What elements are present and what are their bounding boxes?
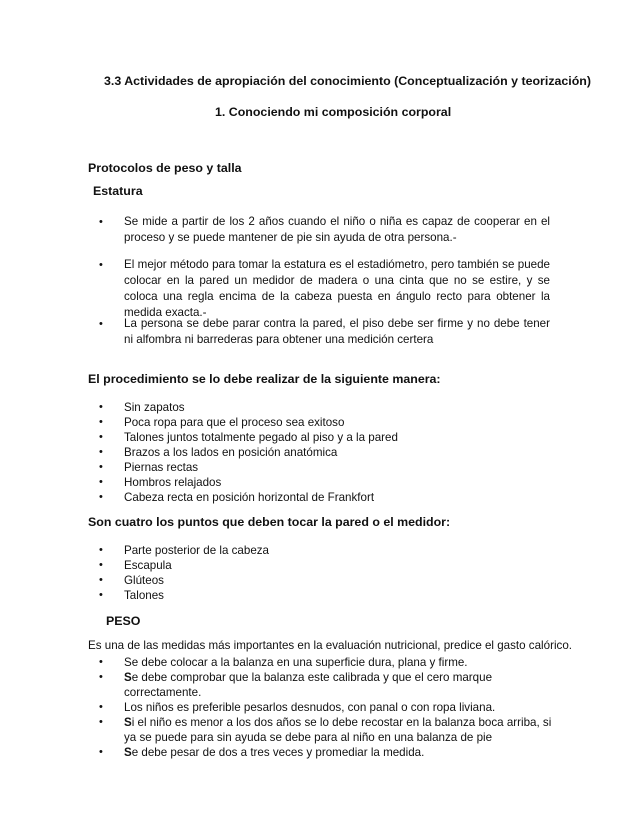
- bullet-icon: •: [99, 446, 103, 458]
- list-item: • Piernas rectas: [99, 461, 199, 474]
- bullet-icon: •: [99, 746, 103, 758]
- bullet-icon: •: [99, 401, 103, 413]
- list-item: • Los niños es preferible pesarlos desnudos, con panal o con ropa liviana.: [99, 701, 496, 714]
- list-item: • Escapula: [99, 559, 172, 572]
- estatura-item: [99, 257, 550, 321]
- peso-list: [99, 655, 556, 760]
- bullet-icon: •: [99, 701, 103, 713]
- estatura-item: [99, 316, 550, 348]
- list-item: • Glúteos: [99, 574, 164, 587]
- bullet-icon: •: [99, 491, 103, 503]
- list-item: • Poca ropa para que el proceso sea exitoso: [99, 416, 345, 429]
- document-title: 3.3 Actividades de apropiación del conocimiento (Conceptualización y teorización): [104, 74, 592, 88]
- bullet-icon: •: [99, 259, 103, 271]
- procedure-list: [99, 400, 554, 505]
- bullet-icon: •: [99, 716, 103, 728]
- points-heading: Son cuatro los puntos que deben tocar la pared o el medidor:: [88, 515, 451, 529]
- bullet-icon: •: [99, 559, 103, 571]
- peso-intro: Es una de las medidas más importantes en la evaluación nutricional, predice el gasto calórico.: [88, 639, 572, 652]
- estatura-item-text: Se mide a partir de los 2 años cuando el niño o niña es capaz de cooperar en el proceso y se puede mantener de pie sin ayuda de otra persona.-: [124, 215, 550, 244]
- list-item: • Cabeza recta en posición horizontal de Frankfort: [99, 491, 375, 504]
- list-item: • Se debe comprobar que la balanza este calibrada y que el cero marque correctamente.: [99, 671, 493, 699]
- estatura-item-text: El mejor método para tomar la estatura es el estadiómetro, pero también se puede colocar en la pared un medidor de madera o una cinta que no se estire, y se coloca una regla encima de la cabeza puesta en ángulo recto para obtener la medida exacta.-: [124, 258, 550, 319]
- list-item: • Se debe pesar de dos a tres veces y promediar la medida.: [99, 746, 425, 759]
- list-item: • Talones juntos totalmente pegado al piso y a la pared: [99, 431, 398, 444]
- bullet-icon: •: [99, 431, 103, 443]
- points-list: [99, 543, 554, 603]
- list-item: • Hombros relajados: [99, 476, 222, 489]
- list-item: • Parte posterior de la cabeza: [99, 544, 270, 557]
- list-item: • Brazos a los lados en posición anatómica: [99, 446, 338, 459]
- estatura-heading: Estatura: [93, 184, 143, 198]
- bullet-icon: •: [99, 671, 103, 683]
- bullet-icon: •: [99, 574, 103, 586]
- bullet-icon: •: [99, 216, 103, 228]
- list-item: • Talones: [99, 589, 164, 602]
- bullet-icon: •: [99, 416, 103, 428]
- peso-heading: PESO: [106, 614, 141, 628]
- bullet-icon: •: [99, 476, 103, 488]
- estatura-item: [99, 214, 550, 246]
- list-item: • Si el niño es menor a los dos años se lo debe recostar en la balanza boca arriba, si ya se puede para sin ayuda se debe para al niño en una balanza de pie: [99, 716, 552, 744]
- procedure-heading: El procedimiento se lo debe realizar de la siguiente manera:: [88, 372, 441, 386]
- estatura-item-text: La persona se debe parar contra la pared, el piso debe ser firme y no debe tener ni alfombra ni barrederas para obtener una medición certera: [124, 317, 550, 346]
- list-item: • Sin zapatos: [99, 401, 185, 414]
- bullet-icon: •: [99, 461, 103, 473]
- bullet-icon: •: [99, 589, 103, 601]
- bullet-icon: •: [99, 318, 103, 330]
- document-subtitle: 1. Conociendo mi composición corporal: [215, 105, 452, 119]
- bullet-icon: •: [99, 656, 103, 668]
- list-item: • Se debe colocar a la balanza en una superficie dura, plana y firme.: [99, 656, 468, 669]
- protocols-heading: Protocolos de peso y talla: [88, 161, 242, 175]
- bullet-icon: •: [99, 544, 103, 556]
